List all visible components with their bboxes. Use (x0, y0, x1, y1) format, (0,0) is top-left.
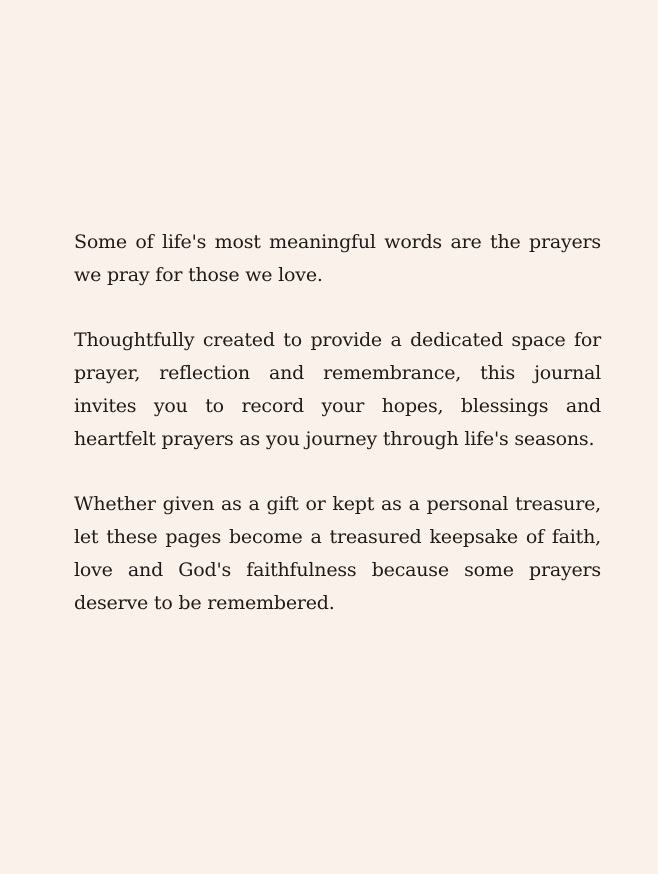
paragraph-keepsake: Whether given as a gift or kept as a personal treasure, let these pages become a treasured keepsake of faith, love and God's faithfulness because some prayers deserve to be remembered. (74, 493, 601, 614)
paragraph-purpose: Thoughtfully created to provide a dedicated space for prayer, reflection and remembrance, this journal invites you to record your hopes, blessings and heartfelt prayers as you journey through life's seasons. (74, 329, 601, 450)
paragraph-intro: Some of life's most meaningful words are the prayers we pray for those we love. (74, 231, 601, 286)
body-text (74, 226, 601, 620)
